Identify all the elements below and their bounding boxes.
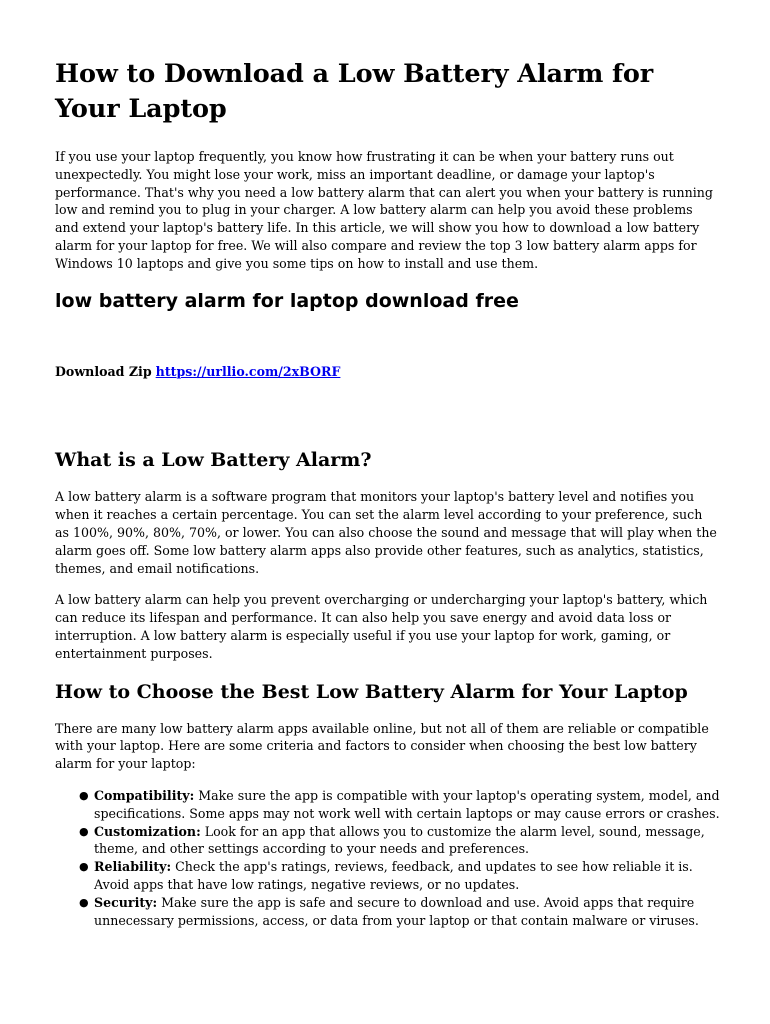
what-paragraph-1: A low battery alarm is a software program that monitors your laptop's battery level and notifies you when it reaches a certain percentage. You can set the alarm level according to your preference, such as 100%, 90%, 80%, 70%, or lower. You can also choose the sound and message that will play when the alarm goes off. Some low battery alarm apps also provide other features, such as analytics, statistics, themes, and email notifications. [55,489,717,576]
bullet-icon: ● [79,895,89,909]
list-item [79,894,720,930]
bullet-icon: ● [79,860,89,874]
page-title: How to Download a Low Battery Alarm for Your Laptop [55,59,654,124]
criteria-text: Make sure the app is safe and secure to download and use. Avoid apps that require unnecessary permissions, access, or data from your laptop or that contain malware or viruses. [94,894,699,928]
criteria-text: Make sure the app is compatible with your laptop's operating system, model, and specifications. Some apps may not work well with certain laptops or may cause errors or crashes. [94,787,720,821]
criteria-text: Check the app's ratings, reviews, feedback, and updates to see how reliable it is. Avoid apps that have low ratings, negative reviews, or no updates. [94,859,693,892]
criteria-list [55,787,720,929]
bullet-icon: ● [79,788,89,802]
criteria-term: Reliability: [94,859,172,875]
list-item [79,823,720,859]
download-label: Download Zip [55,363,152,379]
list-item [79,858,720,894]
list-item [79,787,720,823]
bullet-icon: ● [79,824,89,838]
section-heading-choose: How to Choose the Best Low Battery Alarm for Your Laptop [55,680,688,703]
intro-paragraph: If you use your laptop frequently, you know how frustrating it can be when your battery runs out unexpectedly. You might lose your work, miss an important deadline, or damage your laptop's performance. That's why you need a low battery alarm that can alert you when your battery is running low and remind you to plug in your charger. A low battery alarm can help you avoid these problems and extend your laptop's battery life. In this article, we will show you how to download a low battery alarm for your laptop for free. We will also compare and review the top 3 low battery alarm apps for Windows 10 laptops and give you some tips on how to install and use them. [55,149,713,271]
download-line [55,363,720,382]
what-paragraph-2: A low battery alarm can help you prevent overcharging or undercharging your laptop's battery, which can reduce its lifespan and performance. It can also help you save energy and avoid data loss or interruption. A low battery alarm is especially useful if you use your laptop for work, gaming, or entertainment purposes. [55,592,708,661]
choose-intro-paragraph: There are many low battery alarm apps available online, but not all of them are reliable or compatible with your laptop. Here are some criteria and factors to consider when choosing the best low battery alarm for your laptop: [55,720,709,772]
criteria-term: Customization: [94,823,201,839]
criteria-term: Security: [94,894,158,910]
section-heading-what: What is a Low Battery Alarm? [55,449,372,472]
criteria-term: Compatibility: [94,787,195,803]
criteria-text: Look for an app that allows you to customize the alarm level, sound, message, theme, and other settings according to your needs and preferences. [94,823,705,857]
download-link[interactable]: https://urllio.com/2xBORF [155,363,341,379]
keyword-heading: low battery alarm for laptop download free [55,289,519,312]
